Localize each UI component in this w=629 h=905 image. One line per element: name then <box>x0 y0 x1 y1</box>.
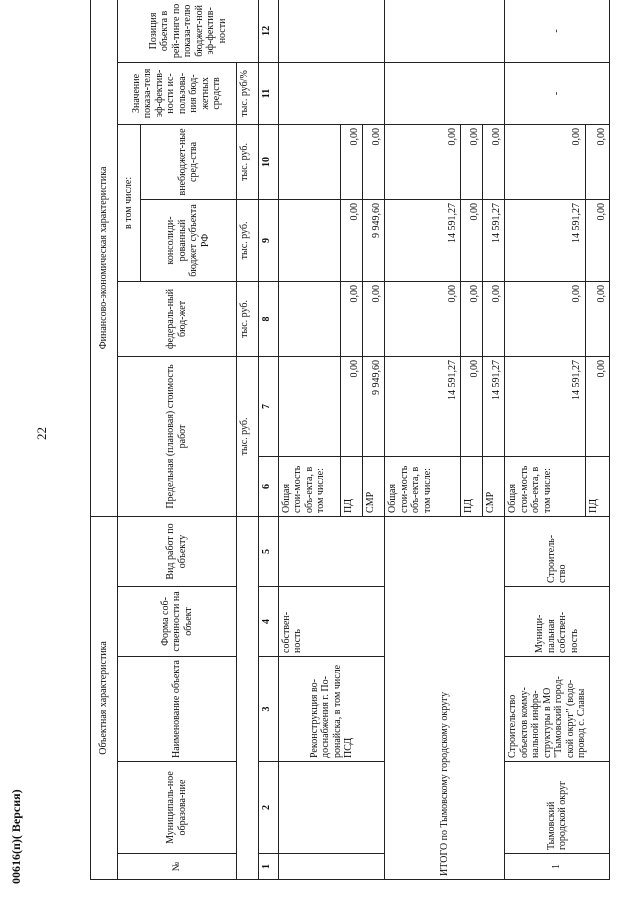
units-row <box>236 0 258 880</box>
cost-label-cell: Общая стои-мость объ-екта, в том числе: <box>278 456 340 516</box>
col-number: 4 <box>258 587 278 657</box>
position-cell: - <box>505 0 610 62</box>
footer-label: 00616(п)( Версия) <box>9 789 23 884</box>
col-number: 2 <box>258 762 278 854</box>
investment-table-sheet <box>90 0 610 880</box>
sub-header-row <box>117 0 140 880</box>
cost-label-cell: ПД <box>461 456 483 516</box>
object-name-cell: Реконструкция во-доснабжения г. По-ронайска, в том числе ПСД <box>278 657 384 762</box>
finance-group-header: Финансово-экономическая характеристика <box>91 0 118 516</box>
investment-table <box>90 0 610 880</box>
offbudget-header: внебюджет-ные сред-ства <box>140 124 236 199</box>
col-number: 8 <box>258 281 278 356</box>
table-row <box>278 0 340 880</box>
table-row: 1 Тымовский городской округ Строительство объектов комму-нальной инфра-структуры в МО "Тымовский город-ской округ" (водо-провод с. Славы Муници-пальная собствен-ность Строитель-ство Общая стои-мость объ-екта, в том числе: 14 591,27 0,00 14 591,27 0,00 - - <box>505 0 586 880</box>
table-row: СМР 14 591,27 0,00 14 591,27 0,00 <box>483 0 505 880</box>
cost-label-cell: СМР <box>363 456 385 516</box>
object-name-header: Наименование объекта <box>117 657 236 762</box>
consolidated-header: консолиди-рованный бюджет субъекта РФ <box>140 199 236 281</box>
cost-label-cell: ПД <box>341 456 363 516</box>
indicator-header: Значение показа-теля эф-фектив-ности ис-пользова-ния бюд-жетных средств <box>117 62 236 124</box>
col-number: 12 <box>258 0 278 62</box>
ownership-cell: собствен-ность <box>278 587 384 657</box>
units-indicator: тыс. руб/% <box>236 62 258 124</box>
cost-label-cell: СМР <box>483 456 505 516</box>
units-offbudget: тыс. руб. <box>236 124 258 199</box>
num-header: № <box>117 854 236 880</box>
itogo-label: ИТОГО по Тымовскому городскому округу <box>385 516 505 879</box>
ownership-cell: Муници-пальная собствен-ность <box>505 587 610 657</box>
col-number: 11 <box>258 62 278 124</box>
units-consolidated: тыс. руб. <box>236 199 258 281</box>
units-federal: тыс. руб. <box>236 281 258 356</box>
col-number: 3 <box>258 657 278 762</box>
indicator-cell: - <box>505 62 610 124</box>
cost-label-cell: Общая стои-мость объ-екта, в том числе: <box>505 456 586 516</box>
page-number: 22 <box>34 427 49 440</box>
table-row: ПД 0,00 0,00 0,00 0,00 <box>341 0 363 880</box>
group-header-row <box>91 0 118 880</box>
table-row: ПД 0,00 0,00 0,00 0,00 <box>461 0 483 880</box>
col-number: 6 <box>258 456 278 516</box>
table-row: ПД 0,00 0,00 0,00 0,00 <box>585 0 609 880</box>
federal-header: федераль-ный бюд-жет <box>117 281 236 356</box>
row-number-cell: 1 <box>505 854 610 880</box>
col-number: 10 <box>258 124 278 199</box>
col-number: 5 <box>258 516 278 586</box>
municipality-header: Муниципаль-ное образова-ние <box>117 762 236 854</box>
work-type-cell: Строитель-ство <box>505 516 610 586</box>
cost-label-cell: Общая стои-мость объ-екта, в том числе: <box>385 456 461 516</box>
object-name-cell: Строительство объектов комму-нальной инфра-структуры в МО "Тымовский город-ской округ" (водо-провод с. Славы <box>505 657 610 762</box>
object-group-header: Объектная характеристика <box>91 516 118 879</box>
table-row: СМР 9 949,60 0,00 9 949,60 0,00 <box>363 0 385 880</box>
col-number: 7 <box>258 356 278 456</box>
in-that-number-header: в том числе: <box>117 124 140 281</box>
work-type-header: Вид работ по объекту <box>117 516 236 586</box>
col-number: 1 <box>258 854 278 880</box>
table-row: ИТОГО по Тымовскому городскому округу Общая стои-мость объ-екта, в том числе: 14 591,27 0,00 14 591,27 0,00 <box>385 0 461 880</box>
position-header: Позиция объекта в рей-тинге по показа-телю бюджет-ной эф-фектив-ности <box>117 0 258 62</box>
cost-label-cell: ПД <box>585 456 609 516</box>
col-number: 9 <box>258 199 278 281</box>
units-limit-cost: тыс. руб. <box>236 356 258 516</box>
municipality-cell: Тымовский городской округ <box>505 762 610 854</box>
ownership-header: Форма соб-ственности на объект <box>117 587 236 657</box>
limit-cost-header: Предельная (плановая) стоимость работ <box>117 356 236 516</box>
column-numbers-row <box>258 0 278 880</box>
